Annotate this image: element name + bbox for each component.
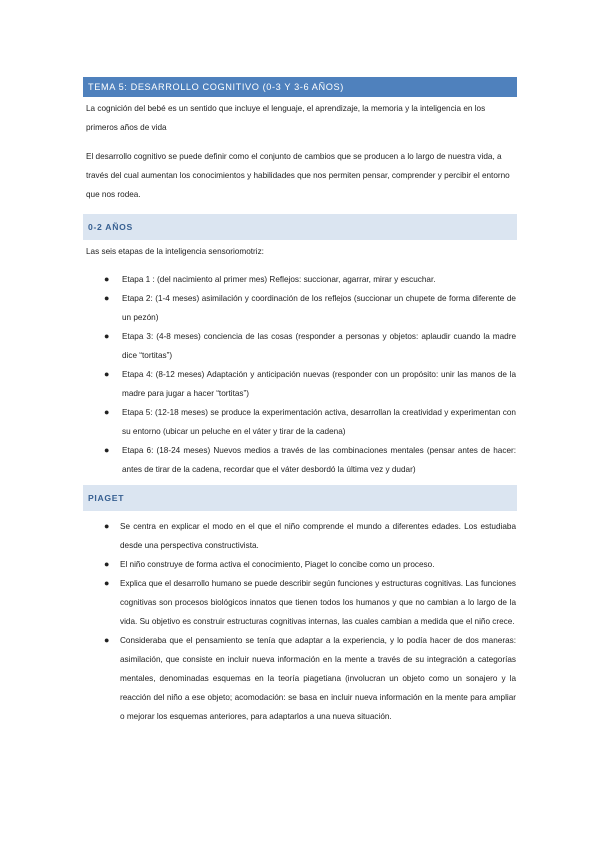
bullet-icon: ● [104,521,110,531]
list-item: ● Etapa 2: (1-4 meses) asimilación y coordinación de los reflejos (succionar un chupete de forma diferente de un pezón) [86,289,516,327]
bullet-icon: ● [104,445,110,455]
stages-list [86,270,516,479]
list-item: ● Consideraba que el pensamiento se tenía que adaptar a la experiencia, y lo podía hacer de dos maneras: asimilación, que consiste en incluir nueva información en la mente a través de su integración a categorías mentales, denominadas esquemas en la teoría piagetiana (involucran un objeto como un sonajero y la reacción del niño a ese objeto; acomodación: se basa en incluir nueva información en la mente para ampliar o mejorar los esquemas anteriores, para adaptarlos a una nueva situación. [86,631,516,726]
bullet-icon: ● [104,293,110,303]
intro-paragraph-1: La cognición del bebé es un sentido que incluye el lenguaje, el aprendizaje, la memoria y la inteligencia en los primeros años de vida [86,104,486,132]
list-item: ● El niño construye de forma activa el conocimiento, Piaget lo concibe como un proceso. [86,555,516,574]
list-item: ● Etapa 6: (18-24 meses) Nuevos medios a través de las combinaciones mentales (pensar antes de hacer: antes de tirar de la cadena, recordar que el váter desbordó la última vez y dudar) [86,441,516,479]
list-item: ● Explica que el desarrollo humano se puede describir según funciones y estructuras cognitivas. Las funciones cognitivas son procesos biológicos innatos que tienen todos los humanos y que no cambian a lo largo de la vida. Su objetivo es construir estructuras cognitivas internas, las cuales cambian a medida que el niño crece. [86,574,516,631]
document-title: TEMA 5: DESARROLLO COGNITIVO (0-3 Y 3-6 AÑOS) [83,77,517,97]
bullet-icon: ● [104,274,110,284]
list-item: ● Etapa 4: (8-12 meses) Adaptación y anticipación nuevas (responder con un propósito: unir las manos de la madre para jugar a hacer “tortitas”) [86,365,516,403]
stages-lead-text: Las seis etapas de la inteligencia sensoriomotriz: [86,247,264,256]
list-item: ● Etapa 3: (4-8 meses) conciencia de las cosas (responder a personas y objetos: aplaudir cuando la madre dice “tortitas”) [86,327,516,365]
bullet-icon: ● [104,559,110,569]
bullet-icon: ● [104,635,110,645]
intro-paragraph-2: El desarrollo cognitivo se puede definir como el conjunto de cambios que se producen a lo largo de nuestra vida, a través del cual aumentan los conocimientos y habilidades que nos permiten pensar, comprender y percibir el entorno que nos rodea. [86,152,510,199]
bullet-icon: ● [104,407,110,417]
list-item: ● Se centra en explicar el modo en el que el niño comprende el mundo a diferentes edades. Los estudiaba desde una perspectiva constructivista. [86,517,516,555]
bullet-icon: ● [104,578,110,588]
bullet-icon: ● [104,369,110,379]
piaget-list [86,517,516,726]
section-heading-piaget: PIAGET [83,485,517,511]
list-item: ● Etapa 5: (12-18 meses) se produce la experimentación activa, desarrollan la creatividad y experimentan con su entorno (ubicar un peluche en el váter y tirar de la cadena) [86,403,516,441]
bullet-icon: ● [104,331,110,341]
section-heading-0-2: 0-2 AÑOS [83,214,517,240]
list-item: ● Etapa 1 : (del nacimiento al primer mes) Reflejos: succionar, agarrar, mirar y escuchar. [86,270,516,289]
